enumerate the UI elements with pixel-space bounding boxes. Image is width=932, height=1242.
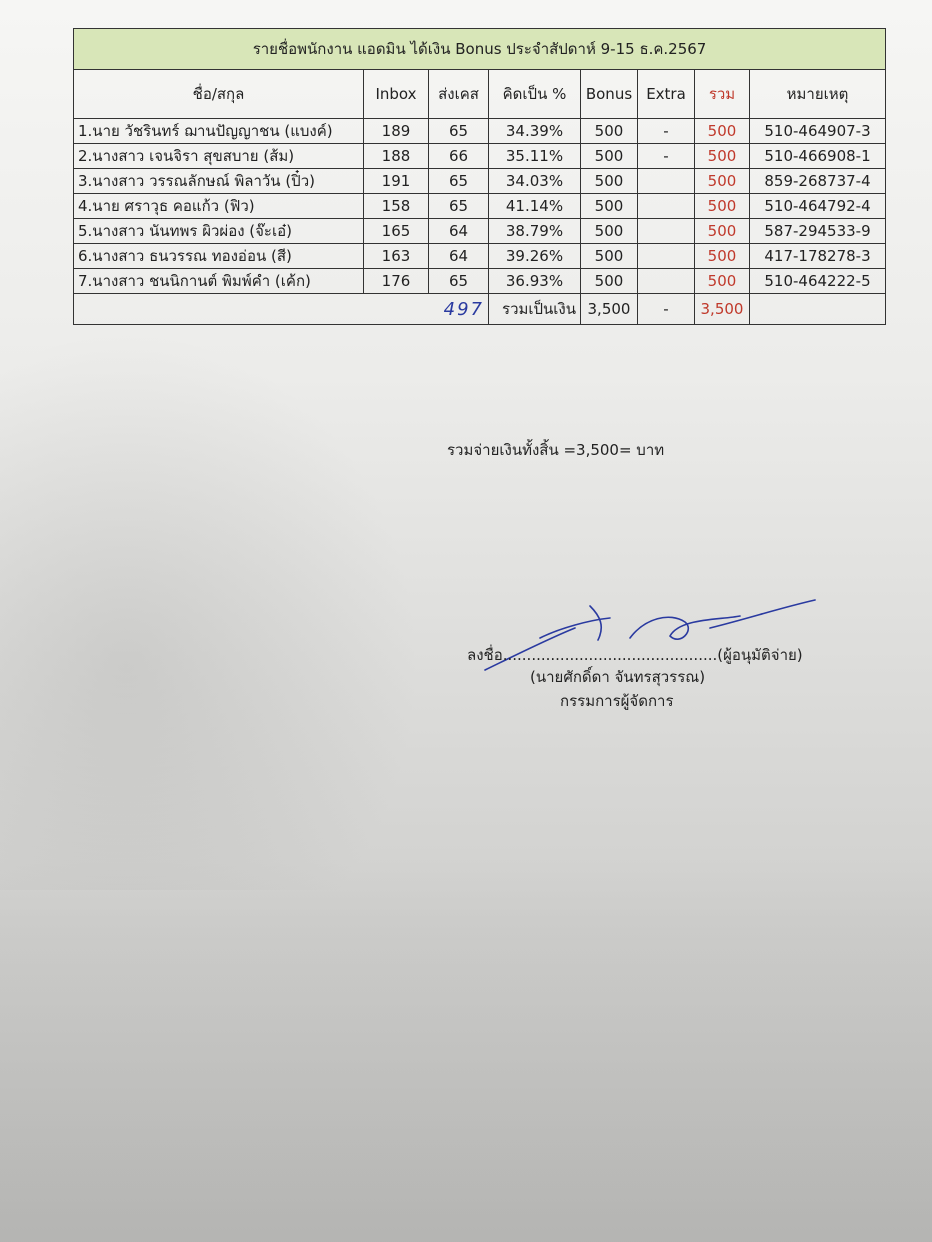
col-header-percent: คิดเป็น % [489,70,581,119]
total-row [74,294,886,325]
total-label: รวมเป็นเงิน [489,294,581,325]
percent-cell: 36.93% [489,269,581,294]
col-header-bonus: Bonus [581,70,638,119]
table-row [74,219,886,244]
grand-total-line: รวมจ่ายเงินทั้งสิ้น =3,500= บาท [447,441,665,459]
shadow-overlay [0,330,420,890]
cases-count: 64 [429,219,489,244]
total-note-cell [750,294,886,325]
account-note: 510-464222-5 [750,269,886,294]
account-note: 417-178278-3 [750,244,886,269]
extra-cell [638,244,695,269]
extra-cell [638,169,695,194]
total-cell: 500 [695,194,750,219]
cases-count: 66 [429,144,489,169]
col-header-inbox: Inbox [364,70,429,119]
percent-cell: 41.14% [489,194,581,219]
bonus-cell: 500 [581,119,638,144]
account-note: 859-268737-4 [750,169,886,194]
inbox-count: 163 [364,244,429,269]
col-header-extra: Extra [638,70,695,119]
inbox-count: 191 [364,169,429,194]
col-header-cases: ส่งเคส [429,70,489,119]
bonus-cell: 500 [581,144,638,169]
table-title-row [74,29,886,70]
table-row [74,269,886,294]
percent-cell: 38.79% [489,219,581,244]
sign-line: ลงชื่อ.............................................(ผู้อนุมัติจ่าย) [467,646,803,664]
account-note: 510-464792-4 [750,194,886,219]
employee-name: 4.นาย ศราวุธ คอแก้ว (ฟิว) [74,194,364,219]
header-row [74,70,886,119]
bonus-table [73,28,886,325]
account-note: 587-294533-9 [750,219,886,244]
handwritten-count: 497 [443,298,484,320]
employee-name: 2.นางสาว เจนจิรา สุขสบาย (ส้ม) [74,144,364,169]
extra-cell: - [638,144,695,169]
total-cell: 500 [695,269,750,294]
employee-name: 1.นาย วัชรินทร์ ฌานปัญญาชน (แบงค์) [74,119,364,144]
percent-cell: 34.03% [489,169,581,194]
cases-count: 65 [429,119,489,144]
employee-name: 7.นางสาว ชนนิกานต์ พิมพ์คำ (เค้ก) [74,269,364,294]
inbox-count: 158 [364,194,429,219]
total-cell: 500 [695,219,750,244]
percent-cell: 34.39% [489,119,581,144]
employee-name: 6.นางสาว ธนวรรณ ทองอ่อน (สี) [74,244,364,269]
cases-count: 65 [429,269,489,294]
cases-count: 64 [429,244,489,269]
sheet-title: รายชื่อพนักงาน แอดมิน ได้เงิน Bonus ประจำสัปดาห์ 9-15 ธ.ค.2567 [74,29,886,70]
percent-cell: 39.26% [489,244,581,269]
total-cell: 500 [695,144,750,169]
extra-cell [638,269,695,294]
extra-cell [638,194,695,219]
bonus-cell: 500 [581,169,638,194]
employee-name: 5.นางสาว นันทพร ผิวผ่อง (จ๊ะเอ๋) [74,219,364,244]
extra-cell [638,219,695,244]
account-note: 510-466908-1 [750,144,886,169]
table-row [74,244,886,269]
shadow-overlay-bottom [0,860,932,1242]
grand-total-cell: 3,500 [695,294,750,325]
inbox-count: 176 [364,269,429,294]
inbox-count: 189 [364,119,429,144]
bonus-cell: 500 [581,194,638,219]
total-cell: 500 [695,169,750,194]
table-row [74,144,886,169]
inbox-count: 165 [364,219,429,244]
col-header-total: รวม [695,70,750,119]
cases-count: 65 [429,194,489,219]
extra-total: - [638,294,695,325]
employee-name: 3.นางสาว วรรณลักษณ์ พิลาวัน (ปิ๋ว) [74,169,364,194]
account-note: 510-464907-3 [750,119,886,144]
table-row [74,119,886,144]
extra-cell: - [638,119,695,144]
cases-count: 65 [429,169,489,194]
bonus-cell: 500 [581,219,638,244]
table-row [74,169,886,194]
inbox-count: 188 [364,144,429,169]
signer-name: (นายศักดิ์ดา จันทรสุวรรณ) [530,668,706,686]
total-cell: 500 [695,119,750,144]
bonus-cell: 500 [581,244,638,269]
total-cell: 500 [695,244,750,269]
col-header-name: ชื่อ/สกุล [74,70,364,119]
bonus-cell: 500 [581,269,638,294]
percent-cell: 35.11% [489,144,581,169]
col-header-note: หมายเหตุ [750,70,886,119]
signer-position: กรรมการผู้จัดการ [560,692,674,710]
bonus-total: 3,500 [581,294,638,325]
total-label-cell [74,294,489,325]
table-row [74,194,886,219]
